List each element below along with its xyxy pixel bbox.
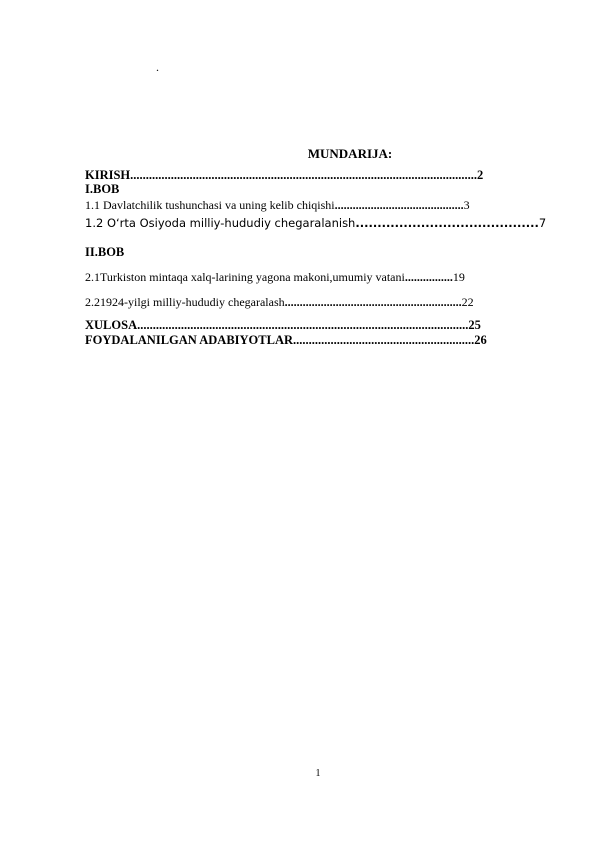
toc-entry-title: 2.1Turkiston mintaqa xalq-larining yagona makoni,umumiy vatani <box>85 270 405 284</box>
toc-leader-dots: ........................................... <box>334 198 464 212</box>
toc-entry-chapter-2[interactable] <box>85 245 124 259</box>
toc-entry-page: 3 <box>463 198 470 212</box>
toc-entry-title: II.BOB <box>85 245 125 259</box>
toc-entry-chapter-1[interactable] <box>85 182 119 196</box>
toc-leader-dots: ........................................................... <box>284 295 462 309</box>
toc-entry-page: 19 <box>452 270 465 284</box>
toc-entry-xulosa[interactable] <box>85 318 481 332</box>
toc-entry-title: I.BOB <box>85 182 120 196</box>
toc-entry-page: 22 <box>461 295 474 309</box>
toc-entry-adabiyotlar[interactable] <box>85 333 487 347</box>
toc-heading: MUNDARIJA: <box>307 146 393 161</box>
toc-entry-2-2[interactable] <box>85 295 474 309</box>
stray-mark: . <box>156 60 159 74</box>
toc-entry-page: 25 <box>468 318 481 332</box>
toc-entry-title: XULOSA <box>85 318 138 332</box>
toc-entry-page: 7 <box>538 216 547 230</box>
toc-entry-page: 2 <box>477 168 484 182</box>
toc-entry-title: KIRISH <box>85 168 131 182</box>
page-number: 1 <box>315 768 321 779</box>
toc-entry-page: 26 <box>474 333 487 347</box>
toc-entry-title: 1.2 O‘rta Osiyoda milliy-hududiy chegaralanish <box>85 216 356 230</box>
toc-leader-dots: .......................................................................................................... <box>137 318 469 332</box>
toc-entry-title: 1.1 Davlatchilik tushunchasi va uning kelib chiqishi <box>85 198 335 212</box>
toc-leader-dots: ............................................................................................................... <box>130 168 478 182</box>
toc-entry-title: 2.21924-yilgi milliy-hududiy chegaralash <box>85 295 285 309</box>
toc-leader-dots: .......................................... <box>355 216 539 230</box>
toc-entry-2-1[interactable] <box>85 270 465 284</box>
toc-entry-title: FOYDALANILGAN ADABIYOTLAR <box>85 333 294 347</box>
toc-entry-1-1[interactable] <box>85 198 470 212</box>
toc-leader-dots: ................ <box>404 270 453 284</box>
toc-entry-kirish[interactable] <box>85 168 483 182</box>
toc-entry-1-2[interactable] <box>85 216 546 230</box>
toc-leader-dots: .......................................................... <box>293 333 475 347</box>
